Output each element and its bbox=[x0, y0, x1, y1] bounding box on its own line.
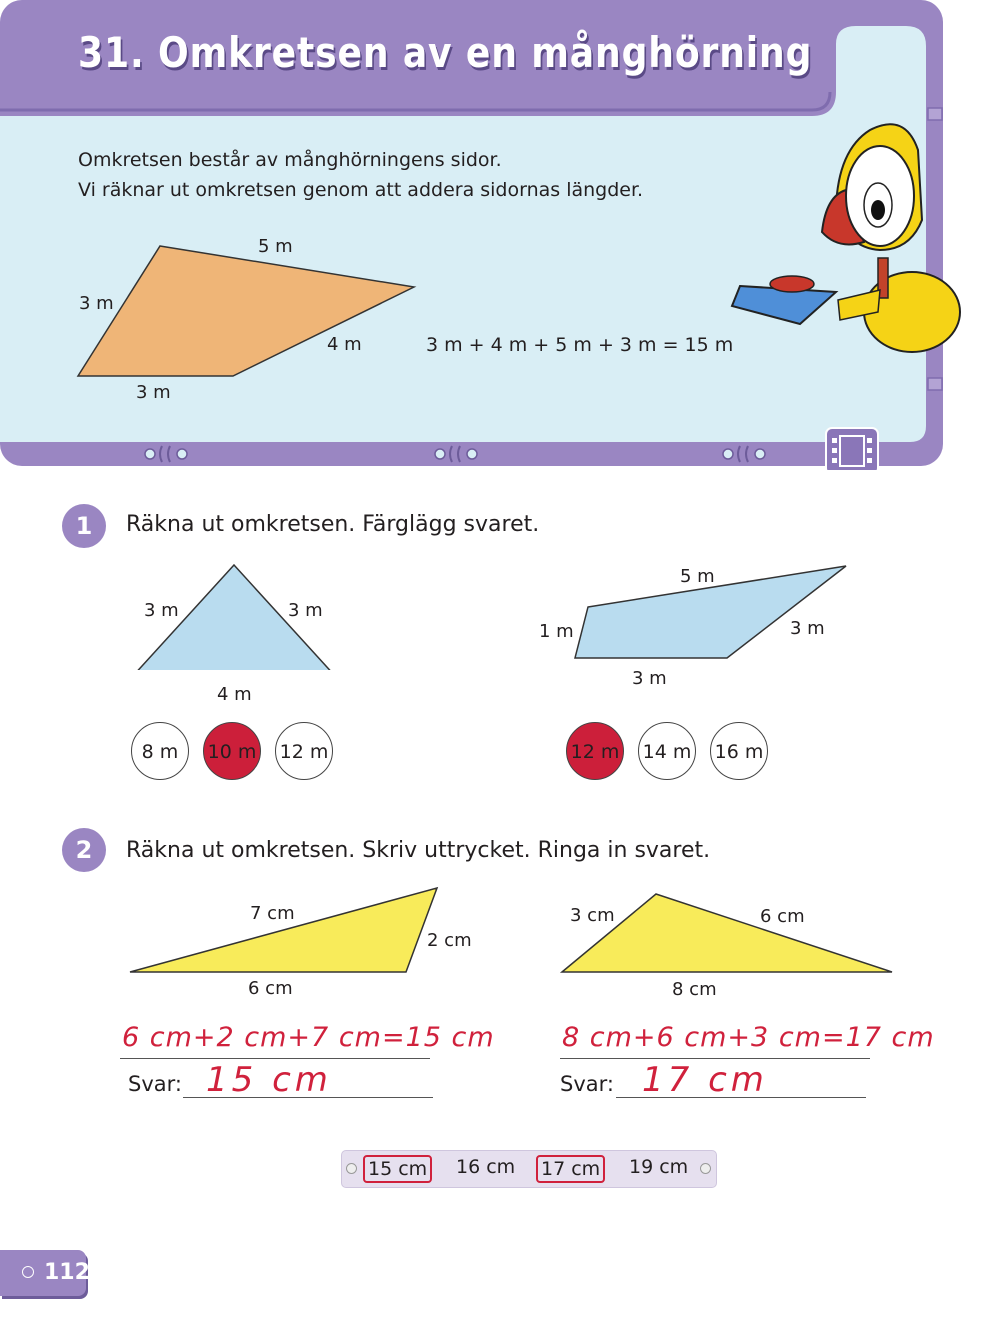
task-1-instruction: Räkna ut omkretsen. Färglägg svaret. bbox=[126, 512, 540, 537]
task-1-tri-label-bottom: 4 m bbox=[217, 684, 252, 705]
task-2-number: 2 bbox=[62, 828, 106, 872]
bolt-icon bbox=[700, 1163, 711, 1174]
task-1-tri-label-right: 3 m bbox=[288, 600, 323, 621]
intro-equation: 3 m + 4 m + 5 m + 3 m = 15 m bbox=[426, 334, 734, 356]
task-2-triangle-a bbox=[130, 888, 437, 972]
option-bubble[interactable]: 16 m bbox=[710, 722, 768, 780]
task-1-quad-label-right: 3 m bbox=[790, 618, 825, 639]
intro-label-left: 3 m bbox=[79, 293, 114, 314]
answer-option[interactable]: 19 cm bbox=[629, 1156, 689, 1178]
task-2-b-label-left: 3 cm bbox=[570, 905, 615, 926]
bolt-icon bbox=[22, 1266, 34, 1278]
option-bubble[interactable]: 8 m bbox=[131, 722, 189, 780]
task-2-b-label-right: 6 cm bbox=[760, 906, 805, 927]
bolt-icon bbox=[346, 1163, 357, 1174]
answer-b[interactable]: 17 cm bbox=[642, 1060, 768, 1100]
answer-option[interactable]: 16 cm bbox=[456, 1156, 516, 1178]
task-2-a-label-top: 7 cm bbox=[250, 903, 295, 924]
intro-label-right: 4 m bbox=[327, 334, 362, 355]
task-2-b-label-bottom: 8 cm bbox=[672, 979, 717, 1000]
task-2-a-label-bottom: 6 cm bbox=[248, 978, 293, 999]
intro-line-1: Omkretsen består av månghörningens sidor. bbox=[78, 149, 502, 171]
option-bubble[interactable]: 14 m bbox=[638, 722, 696, 780]
option-bubble-selected[interactable]: 10 m bbox=[203, 722, 261, 780]
expression-b-line bbox=[560, 1058, 870, 1059]
task-2-a-label-right: 2 cm bbox=[427, 930, 472, 951]
option-bubble-selected[interactable]: 12 m bbox=[566, 722, 624, 780]
expression-a-line bbox=[120, 1058, 430, 1059]
intro-label-top: 5 m bbox=[258, 236, 293, 257]
answer-option-circled[interactable]: 17 cm bbox=[536, 1155, 605, 1183]
task-2-shapes bbox=[0, 880, 994, 980]
answer-option-circled[interactable]: 15 cm bbox=[363, 1155, 432, 1183]
svar-label-a: Svar: bbox=[128, 1072, 182, 1096]
svar-label-b: Svar: bbox=[560, 1072, 614, 1096]
task-1-number: 1 bbox=[62, 504, 106, 548]
expression-a[interactable]: 6 cm+2 cm+7 cm=15 cm bbox=[122, 1022, 495, 1053]
task-1-quad-label-top: 5 m bbox=[680, 566, 715, 587]
option-bubble[interactable]: 12 m bbox=[275, 722, 333, 780]
answer-a-line bbox=[183, 1097, 433, 1098]
intro-line-2: Vi räknar ut omkretsen genom att addera sidornas längder. bbox=[78, 179, 644, 201]
intro-label-bottom: 3 m bbox=[136, 382, 171, 403]
film-icon bbox=[826, 428, 878, 470]
answer-b-line bbox=[616, 1097, 866, 1098]
task-1-tri-label-left: 3 m bbox=[144, 600, 179, 621]
task-2-instruction: Räkna ut omkretsen. Skriv uttrycket. Ringa in svaret. bbox=[126, 838, 711, 863]
task-1-quad-label-bottom: 3 m bbox=[632, 668, 667, 689]
task-1-quad-label-left: 1 m bbox=[539, 621, 574, 642]
page-number: 112 bbox=[44, 1260, 90, 1285]
page-title: 31. Omkretsen av en månghörning bbox=[78, 28, 813, 77]
answer-a[interactable]: 15 cm bbox=[206, 1060, 332, 1100]
expression-b[interactable]: 8 cm+6 cm+3 cm=17 cm bbox=[562, 1022, 935, 1053]
